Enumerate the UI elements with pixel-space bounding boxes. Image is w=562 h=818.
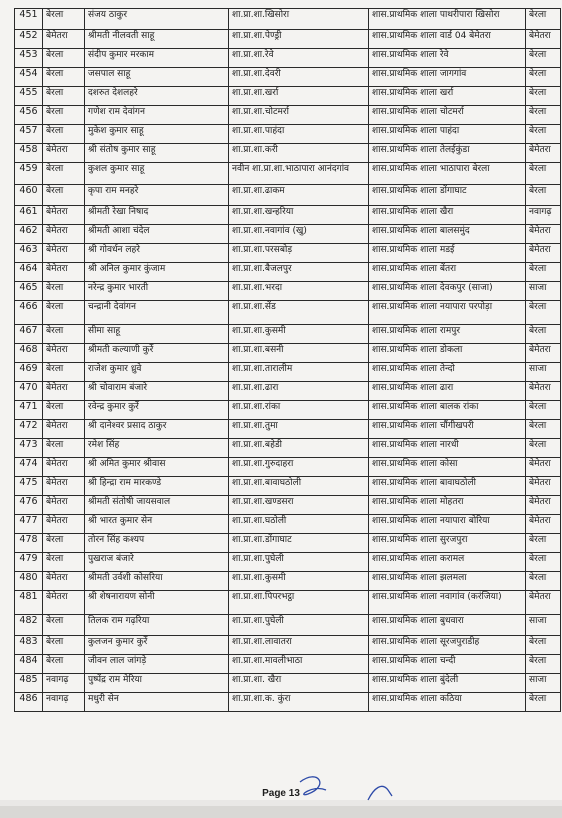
current-school-cell: शा.प्रा.शा.चोटमर्रा — [229, 106, 369, 125]
new-school-cell: शास.प्राथमिक शाला बालसमुंद — [369, 225, 526, 244]
current-school-cell: शा.प्रा.शा.बावाघठोली — [229, 477, 369, 496]
new-school-cell: शास.प्राथमिक शाला तेलईकुंडा — [369, 144, 526, 163]
table-row — [15, 144, 561, 163]
table-row — [15, 477, 561, 496]
table-row — [15, 496, 561, 515]
destination-block-cell: बेरला — [526, 693, 561, 712]
block-cell: बेमेतरा — [43, 206, 85, 225]
block-cell: बेमेतरा — [43, 477, 85, 496]
new-school-cell: शास.प्राथमिक शाला झलमला — [369, 572, 526, 591]
teacher-name-cell: श्रीमती आशा चंदेल — [85, 225, 229, 244]
block-cell: बेरला — [43, 9, 85, 30]
destination-block-cell: बेरला — [526, 185, 561, 206]
serial-number-cell: 460 — [15, 185, 43, 206]
new-school-cell: शास.प्राथमिक शाला मडई — [369, 244, 526, 263]
serial-number-cell: 478 — [15, 534, 43, 553]
serial-number-cell: 457 — [15, 125, 43, 144]
destination-block-cell: साजा — [526, 674, 561, 693]
table-row — [15, 344, 561, 363]
current-school-cell: शा.प्रा.शा.भरदा — [229, 282, 369, 301]
serial-number-cell: 453 — [15, 49, 43, 68]
teacher-name-cell: श्री गोवर्धन लहरे — [85, 244, 229, 263]
current-school-cell: शा.प्रा.शा.पिपरभट्ठा — [229, 591, 369, 615]
serial-number-cell: 476 — [15, 496, 43, 515]
destination-block-cell: बेरला — [526, 263, 561, 282]
serial-number-cell: 451 — [15, 9, 43, 30]
current-school-cell: शा.प्रा.शा.पाहंदा — [229, 125, 369, 144]
new-school-cell: शास.प्राथमिक शाला पाथरीपारा खिसोरा — [369, 9, 526, 30]
table-row — [15, 185, 561, 206]
teacher-name-cell: सीमा साहू — [85, 325, 229, 344]
serial-number-cell: 486 — [15, 693, 43, 712]
current-school-cell: शा.प्रा.शा.परसबोड़ — [229, 244, 369, 263]
block-cell: बेमेतरा — [43, 591, 85, 615]
new-school-cell: शास.प्राथमिक शाला बालक रांका — [369, 401, 526, 420]
serial-number-cell: 473 — [15, 439, 43, 458]
teacher-name-cell: श्री शेषनारायण सोनी — [85, 591, 229, 615]
page-number: Page 13 — [262, 788, 300, 799]
current-school-cell: शा.प्रा.शा.घठोली — [229, 515, 369, 534]
teacher-name-cell: श्री भारत कुमार सेन — [85, 515, 229, 534]
block-cell: बेमेतरा — [43, 496, 85, 515]
block-cell: नवागढ़ — [43, 674, 85, 693]
teacher-name-cell: कुलजन कुमार कुर्रे — [85, 636, 229, 655]
table-row — [15, 68, 561, 87]
block-cell: बेरला — [43, 49, 85, 68]
current-school-cell: शा.प्रा.शा.खन्हरिया — [229, 206, 369, 225]
table-row — [15, 301, 561, 325]
block-cell: बेमेतरा — [43, 244, 85, 263]
block-cell: बेरला — [43, 68, 85, 87]
serial-number-cell: 454 — [15, 68, 43, 87]
teacher-name-cell: तोरन सिंह कश्यप — [85, 534, 229, 553]
new-school-cell: शास.प्राथमिक शाला चन्दी — [369, 655, 526, 674]
block-cell: बेमेतरा — [43, 263, 85, 282]
table-row — [15, 693, 561, 712]
teacher-name-cell: रवेन्द्र कुमार कुर्रे — [85, 401, 229, 420]
table-row — [15, 636, 561, 655]
block-cell: बेरला — [43, 301, 85, 325]
teacher-name-cell: श्री अमित कुमार श्रीवास — [85, 458, 229, 477]
table-row — [15, 591, 561, 615]
serial-number-cell: 477 — [15, 515, 43, 534]
teacher-name-cell: कुशल कुमार साहू — [85, 163, 229, 185]
block-cell: बेरला — [43, 401, 85, 420]
serial-number-cell: 481 — [15, 591, 43, 615]
block-cell: बेरला — [43, 325, 85, 344]
serial-number-cell: 470 — [15, 382, 43, 401]
serial-number-cell: 471 — [15, 401, 43, 420]
current-school-cell: शा.प्रा.शा.बहेडी — [229, 439, 369, 458]
block-cell: बेमेतरा — [43, 458, 85, 477]
block-cell: बेमेतरा — [43, 344, 85, 363]
destination-block-cell: बेरला — [526, 553, 561, 572]
current-school-cell: शा.प्रा.शा.डोंगाघाट — [229, 534, 369, 553]
serial-number-cell: 484 — [15, 655, 43, 674]
block-cell: बेमेतरा — [43, 382, 85, 401]
table-row — [15, 655, 561, 674]
transfer-table — [14, 8, 561, 712]
current-school-cell: शा.प्रा.शा.पुघेली — [229, 553, 369, 572]
serial-number-cell: 456 — [15, 106, 43, 125]
serial-number-cell: 485 — [15, 674, 43, 693]
table-row — [15, 206, 561, 225]
block-cell: बेरला — [43, 363, 85, 382]
destination-block-cell: बेरला — [526, 636, 561, 655]
table-row — [15, 382, 561, 401]
current-school-cell: शा.प्रा.शा.करी — [229, 144, 369, 163]
destination-block-cell: बेरला — [526, 49, 561, 68]
destination-block-cell: बेरला — [526, 125, 561, 144]
table-row — [15, 87, 561, 106]
teacher-name-cell: जीवन लाल जांगड़े — [85, 655, 229, 674]
new-school-cell: शास.प्राथमिक शाला खर्रा — [369, 87, 526, 106]
transfer-table-body — [15, 9, 561, 712]
current-school-cell: शा.प्रा.शा.कुसमी — [229, 572, 369, 591]
destination-block-cell: साजा — [526, 282, 561, 301]
table-row — [15, 458, 561, 477]
new-school-cell: शास.प्राथमिक शाला रेवे — [369, 49, 526, 68]
block-cell: बेरला — [43, 125, 85, 144]
destination-block-cell: बेरला — [526, 401, 561, 420]
table-row — [15, 363, 561, 382]
teacher-name-cell: राजेश कुमार ध्रुवे — [85, 363, 229, 382]
serial-number-cell: 461 — [15, 206, 43, 225]
destination-block-cell: बेमेतरा — [526, 225, 561, 244]
current-school-cell: शा.प्रा.शा.खण्डसरा — [229, 496, 369, 515]
current-school-cell: शा.प्रा.शा.खिसोरा — [229, 9, 369, 30]
destination-block-cell: नवागढ़ — [526, 206, 561, 225]
serial-number-cell: 455 — [15, 87, 43, 106]
new-school-cell: शास.प्राथमिक शाला चौंगीखपरी — [369, 420, 526, 439]
destination-block-cell: साजा — [526, 363, 561, 382]
current-school-cell: शा.प्रा.शा.बसनी — [229, 344, 369, 363]
serial-number-cell: 458 — [15, 144, 43, 163]
teacher-name-cell: श्री हिन्द्रा राम मारकण्डे — [85, 477, 229, 496]
serial-number-cell: 483 — [15, 636, 43, 655]
new-school-cell: शास.प्राथमिक शाला डोकला — [369, 344, 526, 363]
destination-block-cell: बेरला — [526, 68, 561, 87]
new-school-cell: शास.प्राथमिक शाला रामपुर — [369, 325, 526, 344]
new-school-cell: शास.प्राथमिक शाला डोंगाघाट — [369, 185, 526, 206]
teacher-name-cell: श्रीमती संतोषी जायसवाल — [85, 496, 229, 515]
block-cell: नवागढ़ — [43, 693, 85, 712]
teacher-name-cell: श्री संतोष कुमार साहू — [85, 144, 229, 163]
destination-block-cell: बेरला — [526, 572, 561, 591]
destination-block-cell: बेरला — [526, 106, 561, 125]
current-school-cell: शा.प्रा.शा. खैरा — [229, 674, 369, 693]
current-school-cell: शा.प्रा.शा.पुघेली — [229, 615, 369, 636]
table-row — [15, 553, 561, 572]
destination-block-cell: बेरला — [526, 534, 561, 553]
destination-block-cell: बेमेतरा — [526, 515, 561, 534]
new-school-cell: शास.प्राथमिक शाला देवकपुर (साजा) — [369, 282, 526, 301]
serial-number-cell: 467 — [15, 325, 43, 344]
serial-number-cell: 474 — [15, 458, 43, 477]
destination-block-cell: बेमेतरा — [526, 144, 561, 163]
destination-block-cell: बेरला — [526, 301, 561, 325]
teacher-name-cell: गणेश राम देवांगन — [85, 106, 229, 125]
destination-block-cell: बेमेतरा — [526, 244, 561, 263]
block-cell: बेरला — [43, 185, 85, 206]
block-cell: बेरला — [43, 163, 85, 185]
new-school-cell: शास.प्राथमिक शाला सूरजपुराडीह — [369, 636, 526, 655]
serial-number-cell: 466 — [15, 301, 43, 325]
teacher-name-cell: पुखराज बंजारे — [85, 553, 229, 572]
serial-number-cell: 480 — [15, 572, 43, 591]
destination-block-cell: बेमेतरा — [526, 591, 561, 615]
destination-block-cell: बेमेतरा — [526, 30, 561, 49]
current-school-cell: शा.प्रा.शा.पेण्ड्री — [229, 30, 369, 49]
current-school-cell: शा.प्रा.शा.मावलीभाठा — [229, 655, 369, 674]
table-row — [15, 401, 561, 420]
teacher-name-cell: श्री दानेश्वर प्रसाद ठाकुर — [85, 420, 229, 439]
new-school-cell: शास.प्राथमिक शाला ढारा — [369, 382, 526, 401]
new-school-cell: शास.प्राथमिक शाला नारधी — [369, 439, 526, 458]
new-school-cell: शास.प्राथमिक शाला तेन्दो — [369, 363, 526, 382]
teacher-name-cell: श्रीमती कल्याणी कुर्रे — [85, 344, 229, 363]
table-row — [15, 282, 561, 301]
destination-block-cell: बेमेतरा — [526, 496, 561, 515]
new-school-cell: शास.प्राथमिक शाला मोहतरा — [369, 496, 526, 515]
block-cell: बेरला — [43, 615, 85, 636]
destination-block-cell: बेरला — [526, 9, 561, 30]
table-row — [15, 263, 561, 282]
table-row — [15, 615, 561, 636]
serial-number-cell: 464 — [15, 263, 43, 282]
block-cell: बेरला — [43, 106, 85, 125]
serial-number-cell: 479 — [15, 553, 43, 572]
destination-block-cell: बेरला — [526, 420, 561, 439]
destination-block-cell: बेरला — [526, 325, 561, 344]
teacher-name-cell: मधुरी सेन — [85, 693, 229, 712]
serial-number-cell: 452 — [15, 30, 43, 49]
new-school-cell: शास.प्राथमिक शाला वार्ड 04 बेमेतरा — [369, 30, 526, 49]
block-cell: बेरला — [43, 636, 85, 655]
block-cell: बेरला — [43, 439, 85, 458]
teacher-name-cell: जसपाल साहू — [85, 68, 229, 87]
table-row — [15, 534, 561, 553]
current-school-cell: शा.प्रा.शा.तुमा — [229, 420, 369, 439]
new-school-cell: शास.प्राथमिक शाला करामल — [369, 553, 526, 572]
new-school-cell: शास.प्राथमिक शाला बुधवारा — [369, 615, 526, 636]
teacher-name-cell: दशरुत देशलहरे — [85, 87, 229, 106]
current-school-cell: शा.प्रा.शा.बैजलपुर — [229, 263, 369, 282]
block-cell: बेरला — [43, 534, 85, 553]
destination-block-cell: बेमेतरा — [526, 458, 561, 477]
new-school-cell: शास.प्राथमिक शाला चोटमर्रा — [369, 106, 526, 125]
serial-number-cell: 472 — [15, 420, 43, 439]
block-cell: बेमेतरा — [43, 144, 85, 163]
new-school-cell: शास.प्राथमिक शाला खैरा — [369, 206, 526, 225]
current-school-cell: नवीन शा.प्रा.शा.भाठापारा आनंदगांव — [229, 163, 369, 185]
teacher-name-cell: तिलक राम गढ़रिया — [85, 615, 229, 636]
current-school-cell: शा.प्रा.शा.ढाकम — [229, 185, 369, 206]
block-cell: बेमेतरा — [43, 225, 85, 244]
destination-block-cell: बेरला — [526, 439, 561, 458]
current-school-cell: शा.प्रा.शा.नवागांव (खु) — [229, 225, 369, 244]
table-row — [15, 225, 561, 244]
serial-number-cell: 463 — [15, 244, 43, 263]
block-cell: बेमेतरा — [43, 572, 85, 591]
serial-number-cell: 469 — [15, 363, 43, 382]
current-school-cell: शा.प्रा.शा.गुरुदाहरा — [229, 458, 369, 477]
teacher-name-cell: संदीप कुमार मरकाम — [85, 49, 229, 68]
teacher-name-cell: श्रीमती उर्वशी कोसरिया — [85, 572, 229, 591]
destination-block-cell: साजा — [526, 615, 561, 636]
new-school-cell: शास.प्राथमिक शाला बुंदेली — [369, 674, 526, 693]
table-row — [15, 30, 561, 49]
teacher-name-cell: कृपा राम मनहरे — [85, 185, 229, 206]
teacher-name-cell: मुकेश कुमार साहू — [85, 125, 229, 144]
teacher-name-cell: श्री अनिल कुमार कुंजाम — [85, 263, 229, 282]
table-row — [15, 163, 561, 185]
table-row — [15, 420, 561, 439]
block-cell: बेमेतरा — [43, 30, 85, 49]
table-row — [15, 9, 561, 30]
serial-number-cell: 459 — [15, 163, 43, 185]
new-school-cell: शास.प्राथमिक शाला पाहंदा — [369, 125, 526, 144]
destination-block-cell: बेरला — [526, 87, 561, 106]
table-row — [15, 572, 561, 591]
table-row — [15, 106, 561, 125]
serial-number-cell: 465 — [15, 282, 43, 301]
serial-number-cell: 482 — [15, 615, 43, 636]
table-row — [15, 49, 561, 68]
current-school-cell: शा.प्रा.शा.देवरी — [229, 68, 369, 87]
current-school-cell: शा.प्रा.शा.रेवे — [229, 49, 369, 68]
destination-block-cell: बेमेतरा — [526, 382, 561, 401]
table-row — [15, 325, 561, 344]
table-row — [15, 125, 561, 144]
serial-number-cell: 468 — [15, 344, 43, 363]
destination-block-cell: बेरला — [526, 655, 561, 674]
serial-number-cell: 462 — [15, 225, 43, 244]
teacher-name-cell: पुष्पेंद्र राम मेरिया — [85, 674, 229, 693]
serial-number-cell: 475 — [15, 477, 43, 496]
current-school-cell: शा.प्रा.शा.रांका — [229, 401, 369, 420]
new-school-cell: शास.प्राथमिक शाला बावाघठोली — [369, 477, 526, 496]
new-school-cell: शास.प्राथमिक शाला नवागांव (करंजिया) — [369, 591, 526, 615]
new-school-cell: शास.प्राथमिक शाला नयापारा परपोड़ा — [369, 301, 526, 325]
new-school-cell: शास.प्राथमिक शाला भाठापारा बेरला — [369, 163, 526, 185]
destination-block-cell: बेमेतरा — [526, 344, 561, 363]
current-school-cell: शा.प्रा.शा.सेंड — [229, 301, 369, 325]
viewer-bottom-strip — [0, 806, 562, 818]
new-school-cell: शास.प्राथमिक शाला सुरजपुरा — [369, 534, 526, 553]
new-school-cell: शास.प्राथमिक शाला कठिया — [369, 693, 526, 712]
current-school-cell: शा.प्रा.शा.तारालीम — [229, 363, 369, 382]
new-school-cell: शास.प्राथमिक शाला कोसा — [369, 458, 526, 477]
table-row — [15, 515, 561, 534]
current-school-cell: शा.प्रा.शा.लावातरा — [229, 636, 369, 655]
destination-block-cell: बेरला — [526, 163, 561, 185]
block-cell: बेरला — [43, 553, 85, 572]
block-cell: बेमेतरा — [43, 420, 85, 439]
teacher-name-cell: श्रीमती रेखा निषाद — [85, 206, 229, 225]
current-school-cell: शा.प्रा.शा.क. कुंरा — [229, 693, 369, 712]
teacher-name-cell: श्रीमती नीलवती साहू — [85, 30, 229, 49]
teacher-name-cell: रमेश सिंह — [85, 439, 229, 458]
block-cell: बेरला — [43, 282, 85, 301]
current-school-cell: शा.प्रा.शा.खर्रा — [229, 87, 369, 106]
teacher-name-cell: चन्द्रानी देवांगन — [85, 301, 229, 325]
current-school-cell: शा.प्रा.शा.कुसमी — [229, 325, 369, 344]
current-school-cell: शा.प्रा.शा.ढारा — [229, 382, 369, 401]
destination-block-cell: बेमेतरा — [526, 477, 561, 496]
new-school-cell: शास.प्राथमिक शाला बेंतरा — [369, 263, 526, 282]
teacher-name-cell: श्री चोवाराम बंजारे — [85, 382, 229, 401]
block-cell: बेरला — [43, 655, 85, 674]
new-school-cell: शास.प्राथमिक शाला जागगांव — [369, 68, 526, 87]
block-cell: बेरला — [43, 87, 85, 106]
teacher-name-cell: नरेन्द्र कुमार भारती — [85, 282, 229, 301]
table-row — [15, 244, 561, 263]
new-school-cell: शास.प्राथमिक शाला नयापारा बोरिया — [369, 515, 526, 534]
block-cell: बेमेतरा — [43, 515, 85, 534]
table-row — [15, 674, 561, 693]
teacher-name-cell: संजय ठाकुर — [85, 9, 229, 30]
table-row — [15, 439, 561, 458]
